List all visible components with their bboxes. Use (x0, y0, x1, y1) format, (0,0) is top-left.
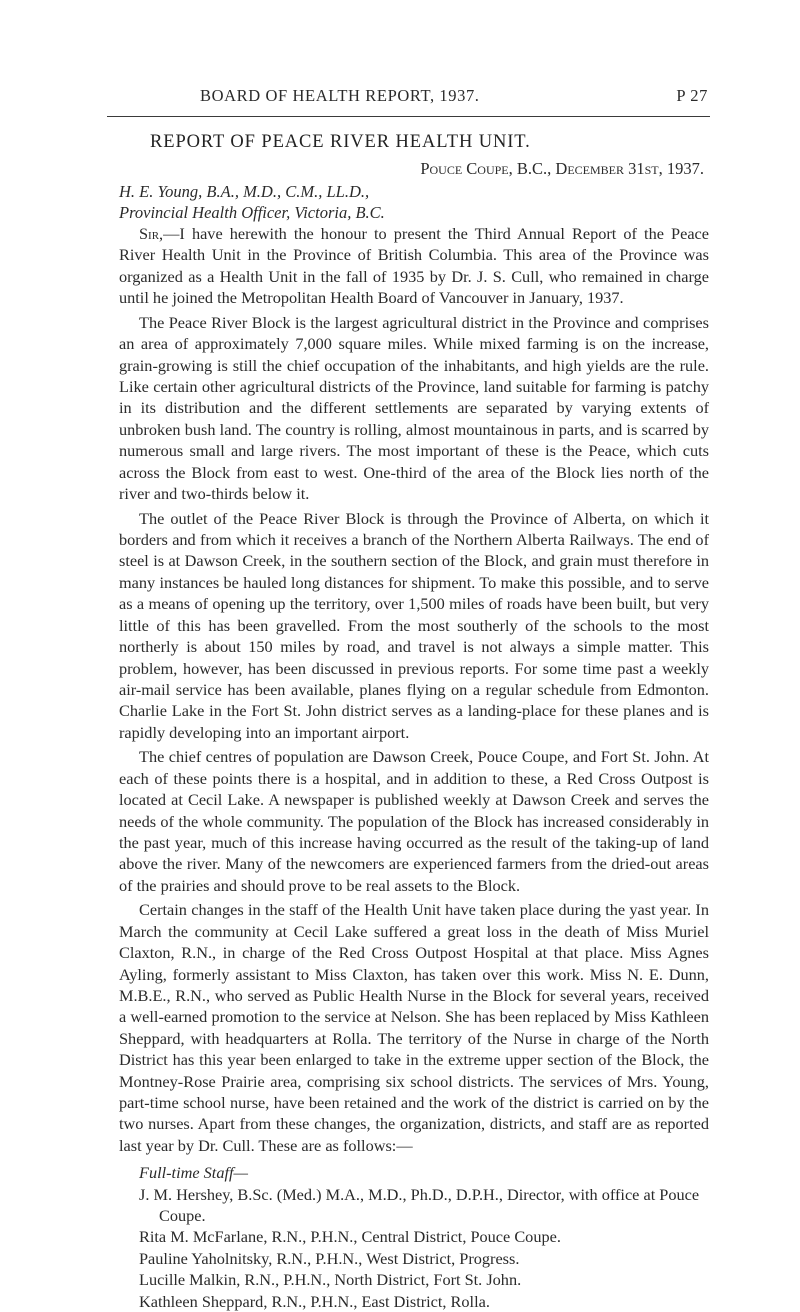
staff-heading: Full-time Staff— (139, 1163, 248, 1183)
addressee (119, 181, 385, 223)
addressee-title: Provincial Health Officer, Victoria, B.C. (119, 203, 385, 222)
page-number: P 27 (676, 86, 708, 105)
staff-list (119, 1184, 709, 1312)
report-title: REPORT OF PEACE RIVER HEALTH UNIT. (150, 132, 531, 152)
running-head-title: BOARD OF HEALTH REPORT, 1937. (200, 86, 480, 105)
staff-member: Kathleen Sheppard, R.N., P.H.N., East District, Rolla. (139, 1291, 490, 1311)
paragraph-text: —I have herewith the honour to present the Third Annual Report of the Peace River Health Unit in the Province of British Columbia. This area of the Province was organized as a Health Unit in the fall of 1935 by Dr. J. S. Cull, who remained in charge until he joined the Metropolitan Health Board of Vancouver in January, 1937. (119, 224, 709, 308)
staff-member: Rita M. McFarlane, R.N., P.H.N., Central District, Pouce Coupe. (139, 1227, 561, 1247)
paragraph: Certain changes in the staff of the Health Unit have taken place during the yast year. In March the community at Cecil Lake suffered a great loss in the death of Miss Muriel Claxton, R.N., in charge of the Red Cross Outpost Hospital at that place. Miss Agnes Ayling, formerly assistant to Miss Claxton, has taken over this work. Miss N. E. Dunn, M.B.E., R.N., who served as Public Health Nurse in the Block for several years, received a well-earned promotion to the service at Nelson. She has been replaced by Miss Kathleen Sheppard, with headquarters at Rolla. The territory of the Nurse in charge of the North District has this year been enlarged to take in the extreme upper section of the Block, the Montney-Rose Prairie area, comprising six school districts. The services of Mrs. Young, part-time school nurse, have been retained and the work of the district is carried on by the two nurses. Apart from these changes, the organization, districts, and staff are as reported last year by Dr. Cull. These are as follows:— (119, 900, 709, 1155)
paragraph: The Peace River Block is the largest agricultural district in the Province and comprises an area of approximately 7,000 square miles. While mixed farming is on the increase, grain-growing is still the chief occupation of the inhabitants, and high yields are the rule. Like certain other agricultural districts of the Province, land suitable for farming is patchy in its distribution and the different settlements are separated by varying extents of unbroken bush land. The country is rolling, almost mountainous in parts, and is scarred by numerous small and large rivers. The most important of these is the Peace, which cuts across the Block from east to west. One-third of the area of the Block lies north of the river and two-thirds below it. (119, 312, 709, 504)
header-rule (107, 116, 710, 117)
report-body (119, 223, 709, 1312)
staff-member: Pauline Yaholnitsky, R.N., P.H.N., West District, Progress. (139, 1248, 520, 1268)
paragraph (119, 223, 709, 309)
salutation: Sir, (139, 224, 164, 243)
paragraph: The outlet of the Peace River Block is through the Province of Alberta, on which it borders and from which it receives a branch of the Northern Alberta Railways. The end of steel is at Dawson Creek, in the southern section of the Block, and grain must therefore in many instances be hauled long distances for shipment. To make this possible, and to serve as a means of opening up the territory, over 1,500 miles of roads have been built, but very little of this has been gravelled. From the most southerly of the schools to the most northerly is about 150 miles by road, and travel is not always a simple matter. This problem, however, has been discussed in previous reports. For some time past a weekly air-mail service has been available, planes flying on a regular schedule from Edmonton. Charlie Lake in the Fort St. John district serves as a landing-place for these planes and is rapidly developing into an important airport. (119, 508, 709, 742)
staff-member: Lucille Malkin, R.N., P.H.N., North District, Fort St. John. (139, 1270, 522, 1290)
staff-member: J. M. Hershey, B.Sc. (Med.) M.A., M.D., Ph.D., D.P.H., Director, with office at Pouce Coupe. (139, 1184, 700, 1226)
paragraph: The chief centres of population are Dawson Creek, Pouce Coupe, and Fort St. John. At each of these points there is a hospital, and in addition to these, a Red Cross Outpost is located at Cecil Lake. A newspaper is published weekly at Dawson Creek and serves the needs of the whole community. The population of the Block has increased considerably in the past year, much of this increase having occurred as the result of the taking-up of land above the river. Many of the newcomers are experienced farmers from the dried-out areas of the prairies and should prove to be real assets to the Block. (119, 747, 709, 895)
dateline: Pouce Coupe, B.C., December 31st, 1937. (420, 159, 704, 178)
addressee-name: H. E. Young, B.A., M.D., C.M., LL.D., (119, 182, 370, 201)
